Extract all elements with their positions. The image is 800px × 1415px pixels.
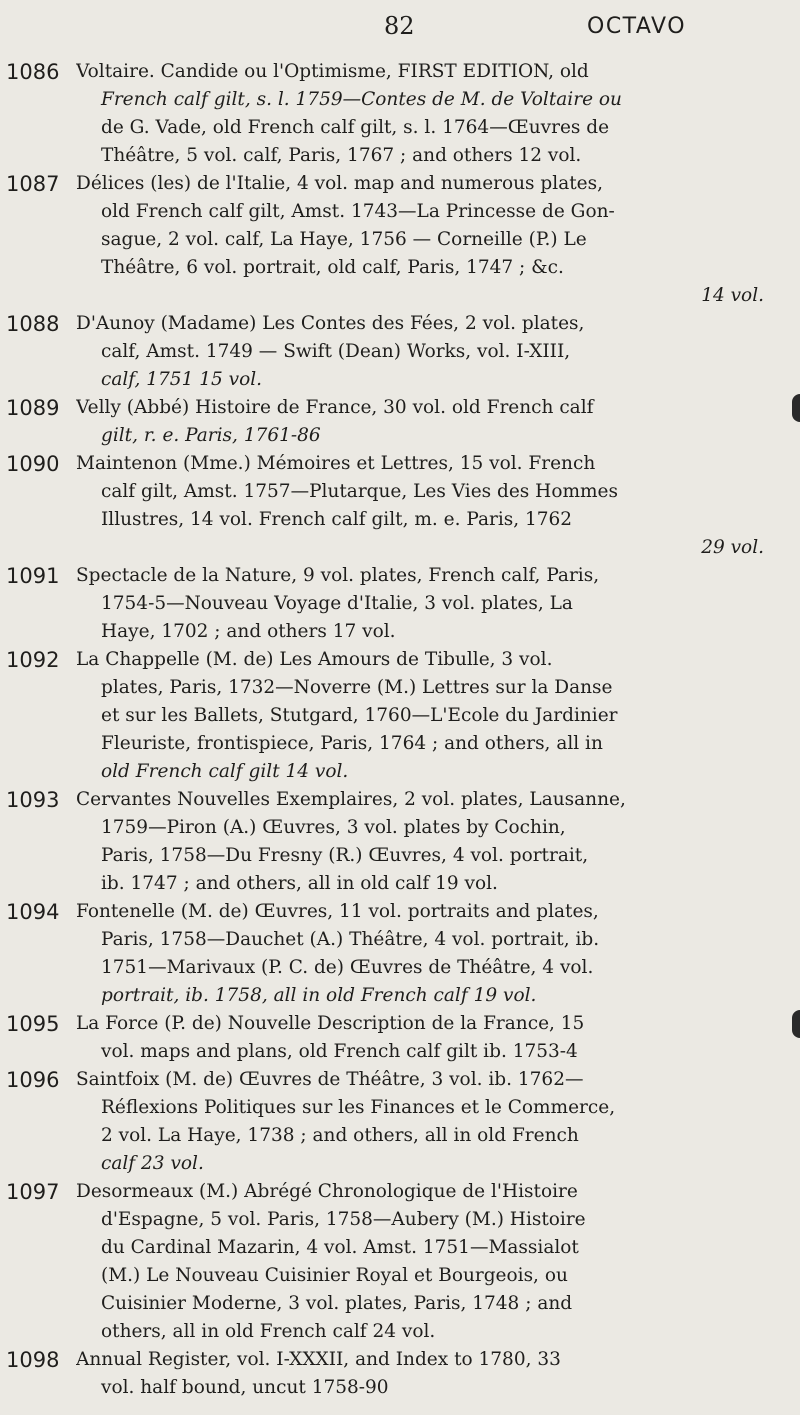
entry-line: 2 vol. La Haye, 1738 ; and others, all in old French: [101, 1125, 579, 1146]
entry-text: [76, 450, 764, 562]
entry-text: [76, 1178, 764, 1346]
page-header: [0, 12, 800, 42]
page-number: 82: [384, 12, 415, 40]
entry-line: ib. 1747 ; and others, all in old calf 19 vol.: [101, 873, 498, 894]
entry-line: Annual Register, vol. I-XXXII, and Index to 1780, 33: [76, 1349, 561, 1370]
lot-number: 1090: [6, 452, 60, 476]
entry-line: vol. maps and plans, old French calf gilt ib. 1753-4: [101, 1041, 578, 1062]
entry-line: gilt, r. e. Paris, 1761-86: [101, 425, 321, 446]
entry-line: calf 23 vol.: [101, 1153, 204, 1174]
entry-line: Théâtre, 6 vol. portrait, old calf, Paris, 1747 ; &c.: [101, 257, 564, 278]
entry-text: [76, 170, 764, 310]
entry-line: Délices (les) de l'Italie, 4 vol. map and numerous plates,: [76, 173, 603, 194]
lot-number: 1092: [6, 648, 60, 672]
entry-line: d'Espagne, 5 vol. Paris, 1758—Aubery (M.) Histoire: [101, 1209, 586, 1230]
entry-line: Desormeaux (M.) Abrégé Chronologique de l'Histoire: [76, 1181, 578, 1202]
lot-number: 1087: [6, 172, 60, 196]
entry-text: [76, 1346, 764, 1402]
entry-line: Spectacle de la Nature, 9 vol. plates, French calf, Paris,: [76, 565, 600, 586]
lot-number: 1086: [6, 60, 60, 84]
entry-line: French calf gilt, s. l. 1759—Contes de M. de Voltaire ou: [101, 89, 622, 110]
entry-line: La Chappelle (M. de) Les Amours de Tibulle, 3 vol.: [76, 649, 553, 670]
entry-text: [76, 394, 764, 450]
entry-line: Fontenelle (M. de) Œuvres, 11 vol. portraits and plates,: [76, 901, 599, 922]
entry-line: Fleuriste, frontispiece, Paris, 1764 ; and others, all in: [101, 733, 603, 754]
entry-text: [76, 898, 764, 1010]
entry-line: D'Aunoy (Madame) Les Contes des Fées, 2 vol. plates,: [76, 313, 585, 334]
entry-line: Cuisinier Moderne, 3 vol. plates, Paris, 1748 ; and: [101, 1293, 573, 1314]
lot-number: 1093: [6, 788, 60, 812]
entry-line: La Force (P. de) Nouvelle Description de la France, 15: [76, 1013, 585, 1034]
entry-text: [76, 786, 764, 898]
entry-line: vol. half bound, uncut 1758-90: [101, 1377, 389, 1398]
entry-line: Théâtre, 5 vol. calf, Paris, 1767 ; and others 12 vol.: [101, 145, 582, 166]
entry-text: [76, 58, 764, 170]
entry-line: Voltaire. Candide ou l'Optimisme, FIRST EDITION, old: [76, 61, 589, 82]
entry-line: Haye, 1702 ; and others 17 vol.: [101, 621, 396, 642]
entry-line: Réflexions Politiques sur les Finances et le Commerce,: [101, 1097, 616, 1118]
entry-line: Velly (Abbé) Histoire de France, 30 vol. old French calf: [76, 397, 594, 418]
entry-line: old French calf gilt 14 vol.: [101, 761, 349, 782]
entry-line: 1759—Piron (A.) Œuvres, 3 vol. plates by Cochin,: [101, 817, 566, 838]
entry-line: et sur les Ballets, Stutgard, 1760—L'Ecole du Jardinier: [101, 705, 618, 726]
entry-text: [76, 310, 764, 394]
entry-line: calf gilt, Amst. 1757—Plutarque, Les Vies des Hommes: [101, 481, 618, 502]
entry-line: du Cardinal Mazarin, 4 vol. Amst. 1751—Massialot: [101, 1237, 579, 1258]
entry-line: sague, 2 vol. calf, La Haye, 1756 — Corneille (P.) Le: [101, 229, 587, 250]
lot-number: 1094: [6, 900, 60, 924]
entry-line: (M.) Le Nouveau Cuisinier Royal et Bourgeois, ou: [101, 1265, 568, 1286]
lot-number: 1098: [6, 1348, 60, 1372]
entry-text: [76, 562, 764, 646]
lot-number: 1091: [6, 564, 60, 588]
entry-line: Paris, 1758—Dauchet (A.) Théâtre, 4 vol. portrait, ib.: [101, 929, 600, 950]
entry-line: plates, Paris, 1732—Noverre (M.) Lettres sur la Danse: [101, 677, 613, 698]
entry-line: others, all in old French calf 24 vol.: [101, 1321, 436, 1342]
entry-text: [76, 1066, 764, 1178]
section-title: OCTAVO: [587, 14, 687, 39]
page-edge-mark: [792, 394, 800, 422]
entry-line: 14 vol.: [701, 285, 764, 306]
entry-line: de G. Vade, old French calf gilt, s. l. 1764—Œuvres de: [101, 117, 610, 138]
entry-line: Maintenon (Mme.) Mémoires et Lettres, 15 vol. French: [76, 453, 596, 474]
lot-number: 1089: [6, 396, 60, 420]
lot-number: 1097: [6, 1180, 60, 1204]
entry-line: 1754-5—Nouveau Voyage d'Italie, 3 vol. plates, La: [101, 593, 573, 614]
entry-line: Paris, 1758—Du Fresny (R.) Œuvres, 4 vol. portrait,: [101, 845, 589, 866]
entry-line: Cervantes Nouvelles Exemplaires, 2 vol. plates, Lausanne,: [76, 789, 626, 810]
entry-line: calf, 1751 15 vol.: [101, 369, 263, 390]
entry-line: old French calf gilt, Amst. 1743—La Princesse de Gon-: [101, 201, 615, 222]
entry-text: [76, 1010, 764, 1066]
entry-line: Saintfoix (M. de) Œuvres de Théâtre, 3 vol. ib. 1762—: [76, 1069, 584, 1090]
entry-line: Illustres, 14 vol. French calf gilt, m. e. Paris, 1762: [101, 509, 573, 530]
lot-number: 1096: [6, 1068, 60, 1092]
entry-line: portrait, ib. 1758, all in old French calf 19 vol.: [101, 985, 537, 1006]
entry-line: calf, Amst. 1749 — Swift (Dean) Works, vol. I-XIII,: [101, 341, 571, 362]
lot-number: 1095: [6, 1012, 60, 1036]
entry-line: 29 vol.: [701, 537, 764, 558]
entry-text: [76, 646, 764, 786]
page-edge-mark: [792, 1010, 800, 1038]
entry-line: 1751—Marivaux (P. C. de) Œuvres de Théâtre, 4 vol.: [101, 957, 594, 978]
lot-number: 1088: [6, 312, 60, 336]
